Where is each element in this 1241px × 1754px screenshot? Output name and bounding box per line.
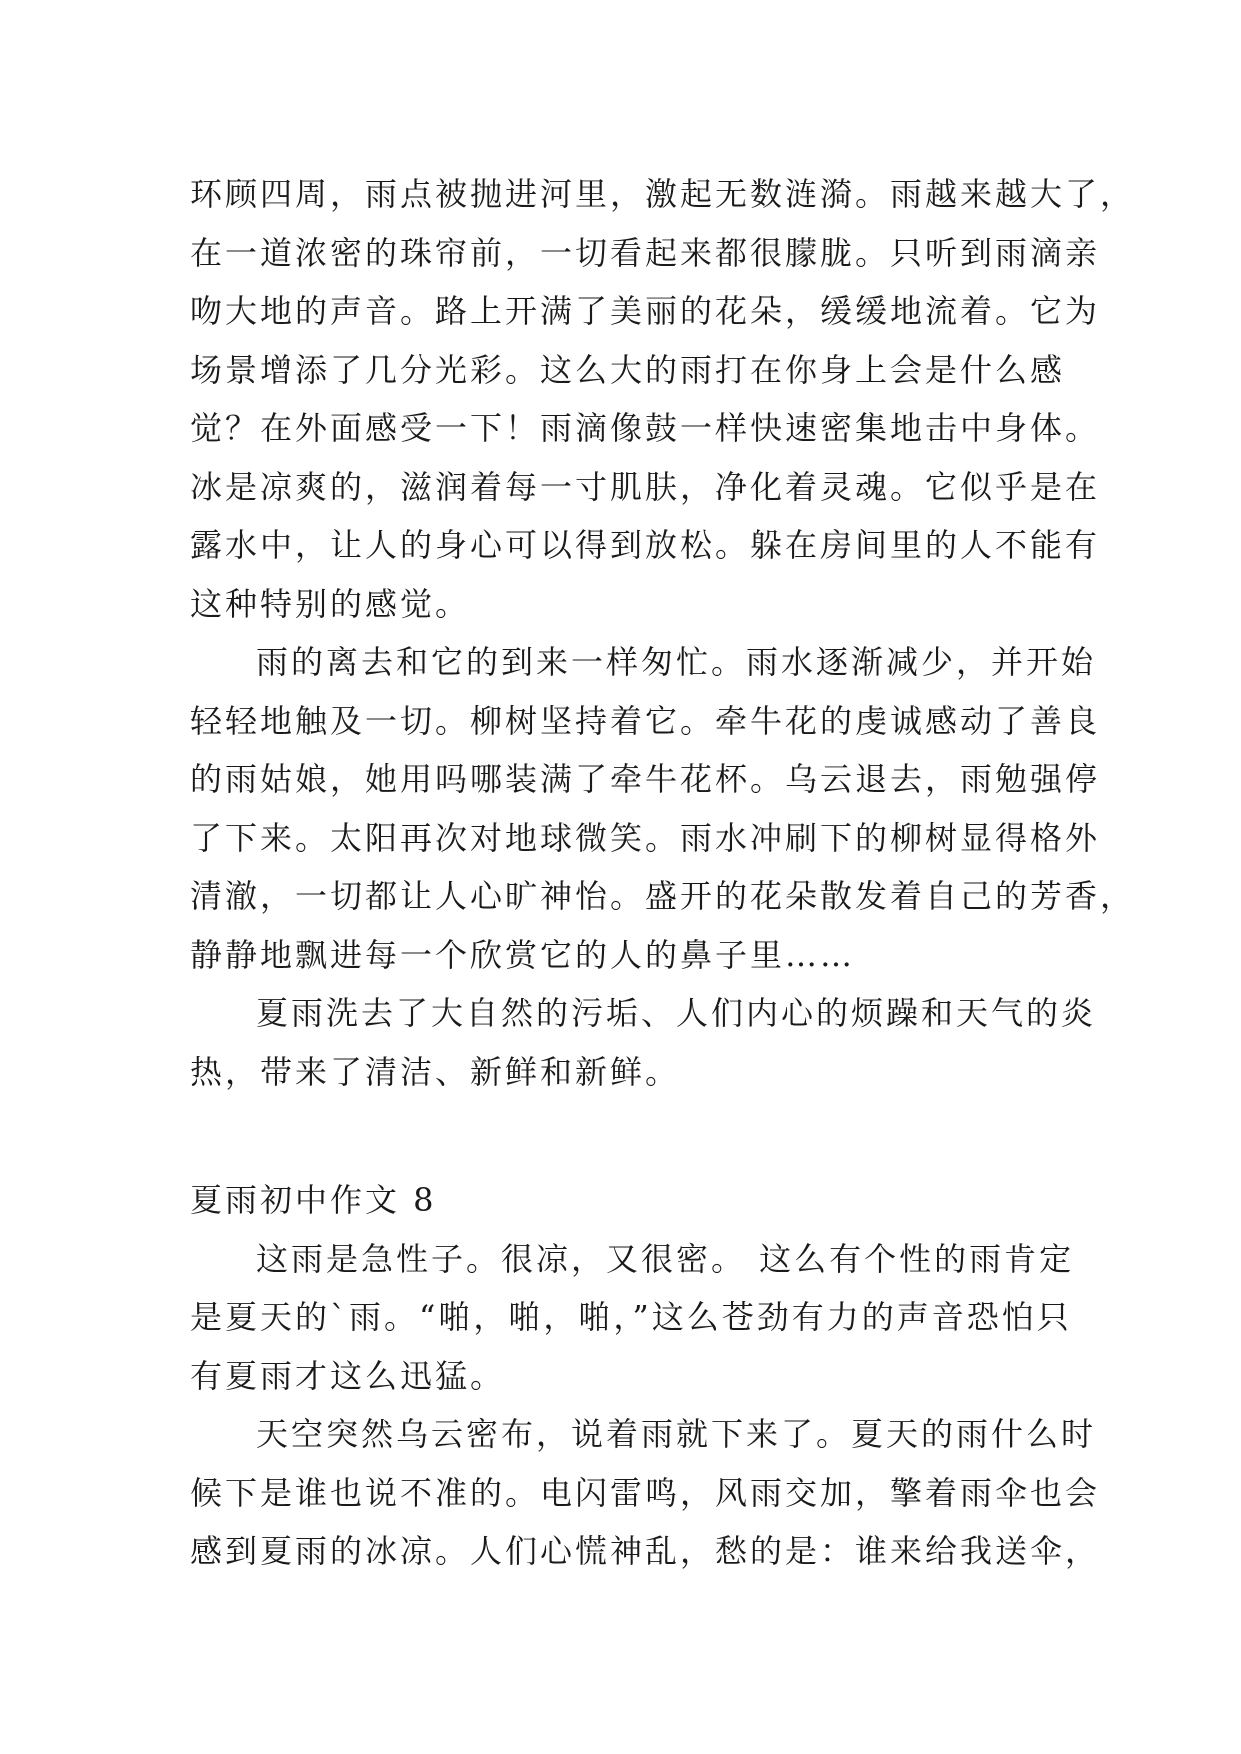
- essay-title: 夏雨初中作文 8: [190, 1181, 437, 1219]
- text-line: 候下是谁也说不准的。电闪雷鸣，风雨交加，擎着雨伞也会: [190, 1473, 1101, 1512]
- text-line: 夏雨洗去了大自然的污垢、人们内心的烦躁和天气的炎: [256, 994, 1097, 1032]
- text-line: 感到夏雨的冰凉。人们心慌神乱，愁的是：谁来给我送伞，: [190, 1532, 1101, 1570]
- text-line: 清澈，一切都让人心旷神怡。盛开的花朵散发着自己的芳香，: [190, 877, 1136, 915]
- text-line: 环顾四周，雨点被抛进河里，激起无数涟漪。雨越来越大了，: [190, 175, 1136, 213]
- paragraph-continued: [190, 165, 1136, 633]
- paragraph-essay8-intro: [190, 1230, 1075, 1406]
- text-line: 轻轻地触及一切。柳树坚持着它。牵牛花的虔诚感动了善良: [190, 701, 1101, 740]
- text-line: 冰是凉爽的，滋润着每一寸肌肤，净化着灵魂。它似乎是在: [190, 467, 1101, 506]
- text-line: 是夏天的`雨。“啪，啪，啪，”这么苍劲有力的声音恐怕只: [190, 1298, 1072, 1336]
- text-line: 在一道浓密的珠帘前，一切看起来都很朦胧。只听到雨滴亲: [190, 233, 1101, 272]
- text-line: 静静地飘进每一个欣赏它的人的鼻子里……: [190, 935, 856, 974]
- text-line: 这雨是急性子。很凉，又很密。 这么有个性的雨肯定: [256, 1239, 1075, 1278]
- paragraph-essay8-storm: [190, 1405, 1101, 1581]
- text-line: 这种特别的感觉。: [190, 584, 471, 623]
- paragraph-rain-leaving: [190, 633, 1136, 984]
- section-spacer: [190, 1101, 1050, 1171]
- text-line: 了下来。太阳再次对地球微笑。雨水冲刷下的柳树显得格外: [190, 818, 1101, 857]
- text-line: 场景增添了几分光彩。这么大的雨打在你身上会是什么感: [190, 350, 1066, 389]
- text-line: 吻大地的声音。路上开满了美丽的花朵，缓缓地流着。它为: [190, 292, 1101, 330]
- text-line: 露水中，让人的身心可以得到放松。躲在房间里的人不能有: [190, 526, 1101, 564]
- paragraph-conclusion: [190, 984, 1097, 1101]
- text-line: 有夏雨才这么迅猛。: [190, 1356, 506, 1395]
- text-line: 热，带来了清洁、新鲜和新鲜。: [190, 1052, 681, 1091]
- text-line: 觉？在外面感受一下！雨滴像鼓一样快速密集地击中身体。: [190, 409, 1101, 447]
- text-line: 天空突然乌云密布，说着雨就下来了。夏天的雨什么时: [256, 1415, 1097, 1453]
- text-line: 的雨姑娘，她用吗哪装满了牵牛花杯。乌云退去，雨勉强停: [190, 760, 1101, 798]
- text-line: 雨的离去和它的到来一样匆忙。雨水逐渐减少，并开始: [256, 643, 1097, 681]
- document-page: [190, 165, 1136, 1581]
